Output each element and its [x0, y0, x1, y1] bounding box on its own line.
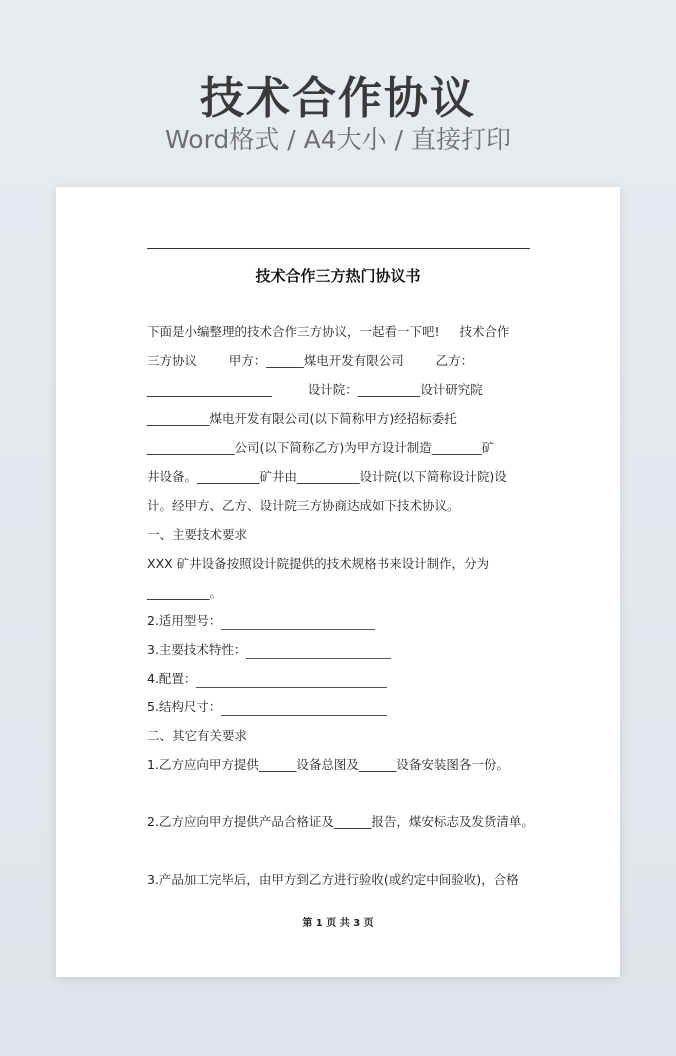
intro-line: 井设备。__________矿井由__________设计院(以下简称设计院)设 — [147, 469, 507, 484]
field-label: 4.配置： — [147, 671, 197, 686]
field-model — [147, 612, 375, 630]
section-body-line: __________。 — [147, 585, 223, 600]
section-body-line: XXX 矿井设备按照设计院提供的技术规格书来设计制作，分为 — [147, 556, 490, 571]
fill-blank — [221, 615, 375, 630]
hero-subtitle: Word格式 / A4大小 / 直接打印 — [165, 125, 511, 154]
intro-line: ______________公司(以下简称乙方)为甲方设计制造________矿 — [147, 440, 495, 455]
field-label: 2.适用型号： — [147, 613, 222, 628]
page-number: 第 1 页 共 3 页 — [302, 918, 374, 929]
section-heading: 二、其它有关要求 — [147, 728, 248, 743]
requirement-item: 3.产品加工完毕后，由甲方到乙方进行验收(或约定中间验收)，合格 — [147, 872, 519, 887]
field-dimensions — [147, 698, 387, 716]
document-page — [56, 187, 620, 977]
header-rule — [147, 248, 530, 249]
intro-line: 下面是小编整理的技术合作三方协议，一起看一下吧! 技术合作 — [147, 324, 510, 339]
intro-line: ____________________ 设计院：__________设计研究院 — [147, 382, 483, 397]
hero-title: 技术合作协议 — [200, 73, 476, 124]
requirement-item: 1.乙方应向甲方提供______设备总图及______设备安装图各一份。 — [147, 757, 509, 772]
field-label: 3.主要技术特性： — [147, 642, 247, 657]
intro-line: 计。经甲方、乙方、设计院三方协商达成如下技术协议。 — [147, 498, 460, 513]
fill-blank — [221, 701, 387, 716]
intro-line: 三方协议 甲方：______煤电开发有限公司 乙方： — [147, 353, 474, 368]
requirement-item: 2.乙方应向甲方提供产品合格证及______报告，煤安标志及发货清单。 — [147, 814, 534, 829]
document-title: 技术合作三方热门协议书 — [255, 267, 421, 285]
intro-line: __________煤电开发有限公司(以下简称甲方)经招标委托 — [147, 411, 457, 426]
fill-blank — [196, 673, 387, 688]
fill-blank — [246, 644, 391, 659]
section-heading: 一、主要技术要求 — [147, 527, 248, 542]
field-label: 5.结构尺寸： — [147, 699, 222, 714]
field-configuration — [147, 670, 387, 688]
field-characteristics — [147, 641, 391, 659]
